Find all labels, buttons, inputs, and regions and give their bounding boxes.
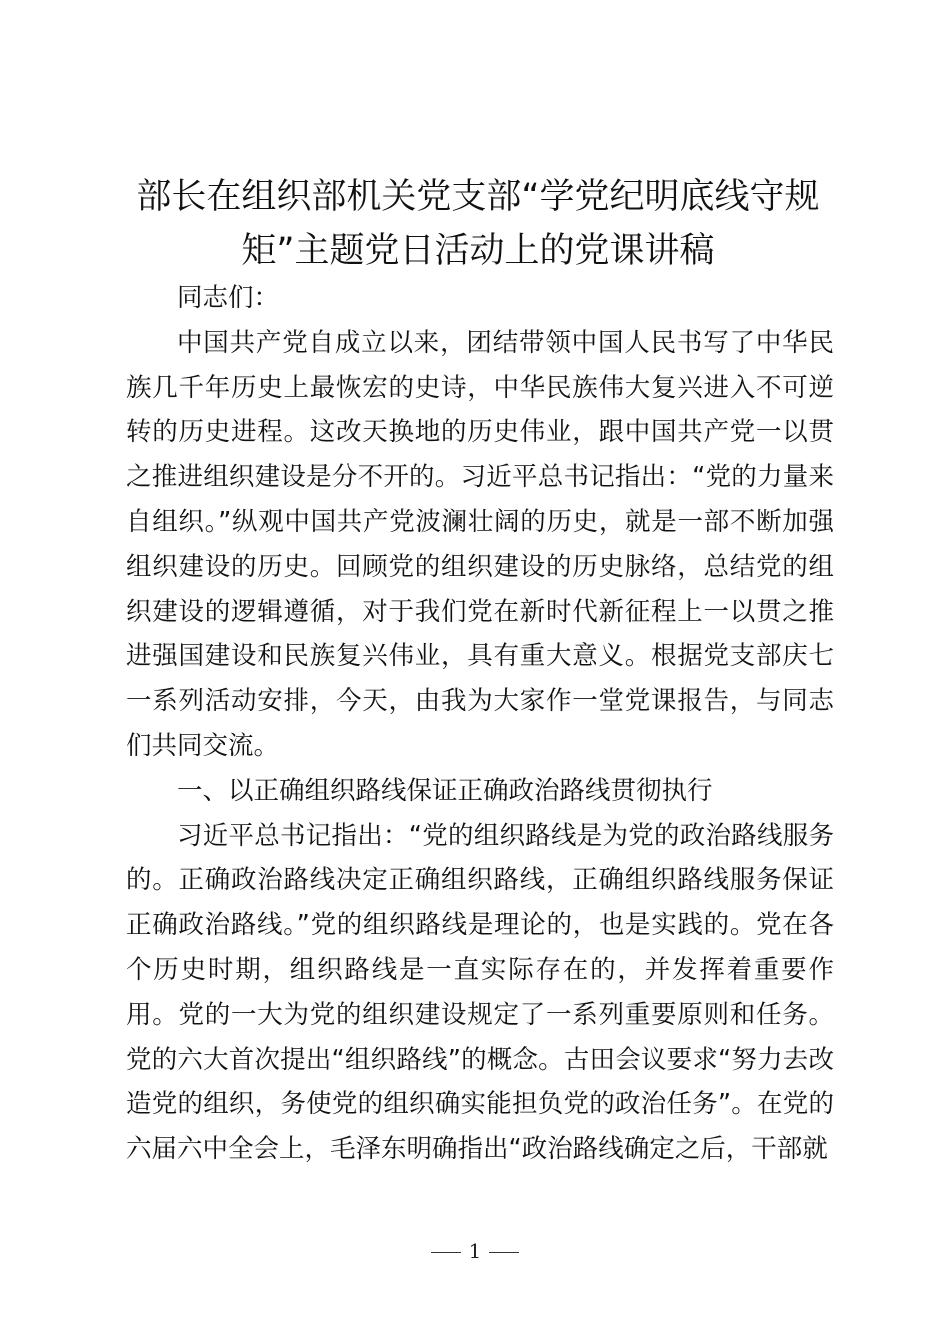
- salutation: 同志们：: [177, 283, 280, 313]
- page-footer: [0, 1236, 950, 1266]
- title-line-1: 部长在组织部机关党支部“学党纪明底线守规: [136, 177, 820, 217]
- intro-paragraph: 中国共产党自成立以来，团结带领中国人民书写了中华民族几千年历史上最恢宏的史诗，中华民族伟大复兴进入不可逆转的历史进程。这改天换地的历史伟业，跟中国共产党一以贯之推进组织建设是分不开的。习近平总书记指出：“党的力量来自组织。”纵观中国共产党波澜壮阔的历史，就是一部不断加强组织建设的历史。回顾党的组织建设的历史脉络，总结党的组织建设的逻辑遵循，对于我们党在新时代新征程上一以贯之推进强国建设和民族复兴伟业，具有重大意义。根据党支部庆七一系列活动安排，今天，由我为大家作一堂党课报告，与同志们共同交流。: [126, 327, 834, 761]
- footer-dash-left: [431, 1252, 461, 1253]
- title-line-2: 矩”主题党日活动上的党课讲稿: [241, 231, 715, 271]
- section-heading: 一、以正确组织路线保证正确政治路线贯彻执行: [177, 775, 713, 806]
- document-title: [118, 170, 838, 278]
- document-body: [126, 276, 834, 1172]
- section-paragraph: 习近平总书记指出：“党的组织路线是为党的政治路线服务的。正确政治路线决定正确组织路线，正确组织路线服务保证正确政治路线。”党的组织路线是理论的，也是实践的。党在各个历史时期，组织路线是一直实际存在的，并发挥着重要作用。党的一大为党的组织建设规定了一系列重要原则和任务。党的六大首次提出“组织路线”的概念。古田会议要求“努力去改造党的组织，务使党的组织确实能担负党的政治任务”。在党的六届六中全会上，毛泽东明确指出“政治路线确定之后，干部就: [126, 820, 834, 1165]
- page-number: 1: [468, 1239, 482, 1263]
- footer-dash-right: [489, 1252, 519, 1253]
